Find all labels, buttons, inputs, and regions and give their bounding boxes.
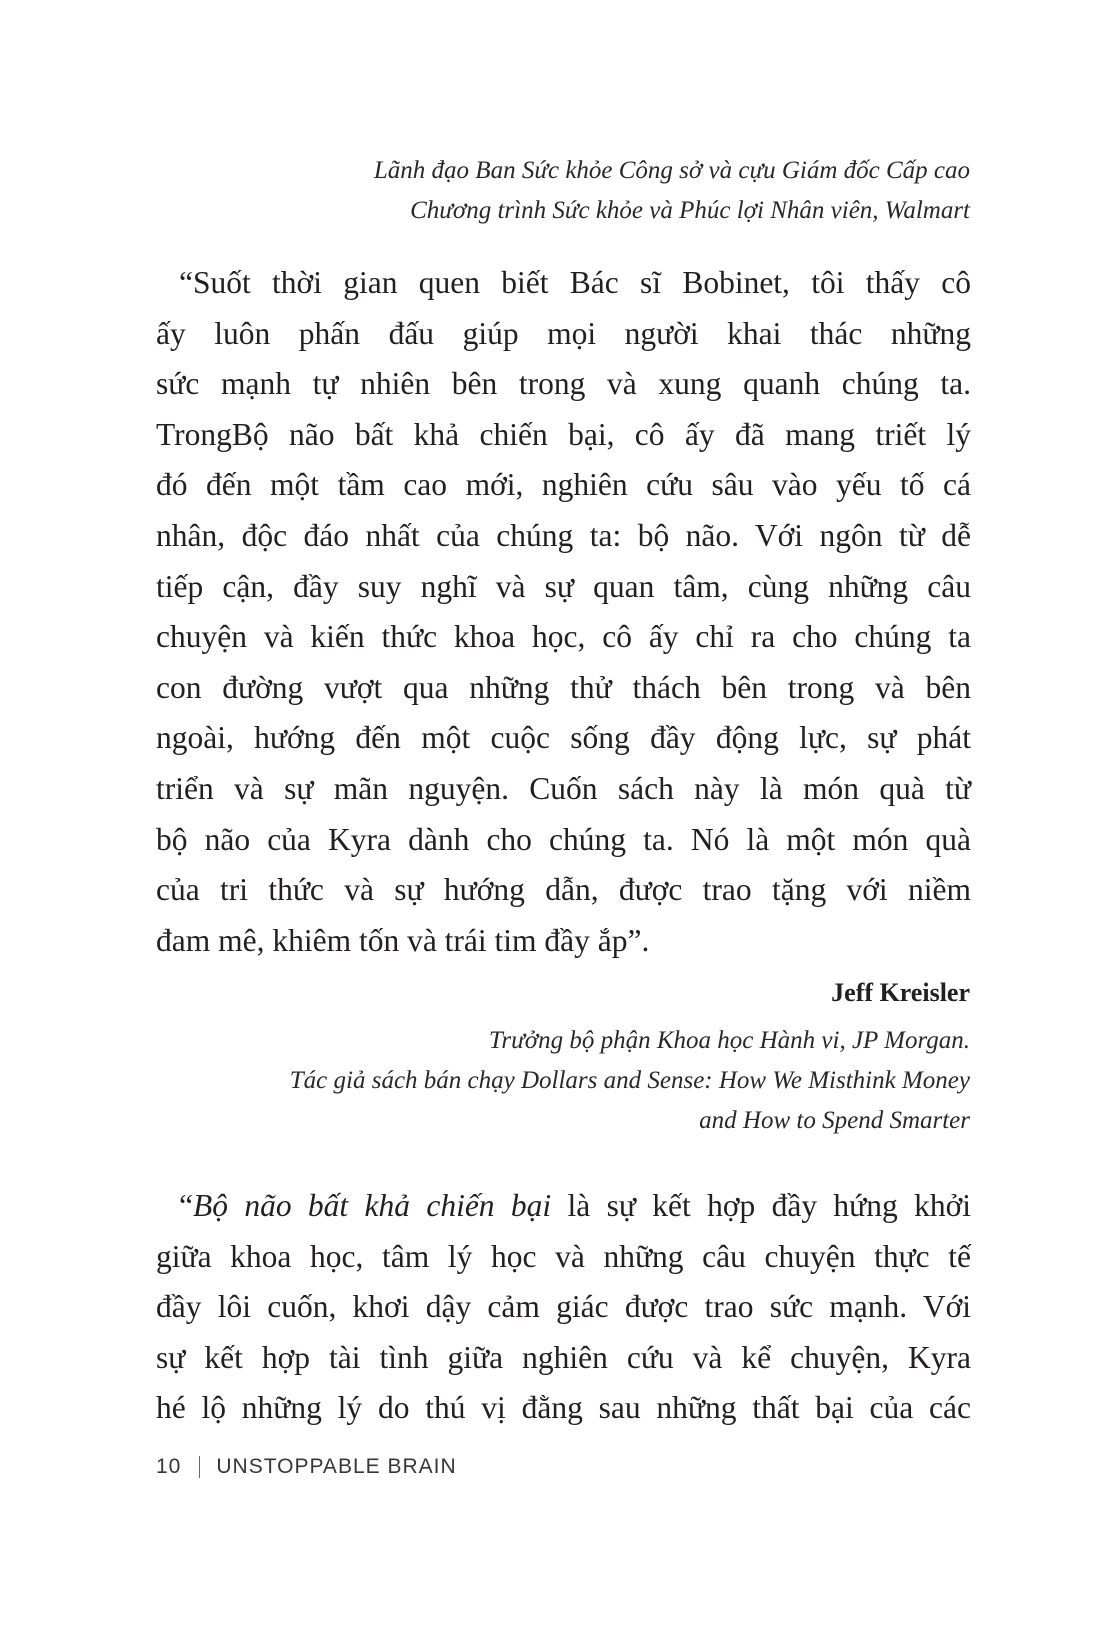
attribution-top <box>374 151 970 231</box>
page-number: 10 <box>156 1455 182 1478</box>
quote-line: “Suốt thời gian quen biết Bác sĩ Bobinet, tôi thấy cô <box>179 265 971 300</box>
quote-line: TrongBộ não bất khả chiến bại, cô ấy đã mang triết lý <box>156 416 971 452</box>
quote-line: con đường vượt qua những thử thách bên trong và bên <box>156 669 971 705</box>
quote-line: đầy lôi cuốn, khơi dậy cảm giác được trao sức mạnh. Với <box>156 1289 971 1325</box>
quote-line: đó đến một tầm cao mới, nghiên cứu sâu vào yếu tố cá <box>156 467 971 503</box>
quote-line: giữa khoa học, tâm lý học và những câu chuyện thực tế <box>156 1238 971 1274</box>
quote-line: sự kết hợp tài tình giữa nghiên cứu và kể chuyện, Kyra <box>156 1339 971 1375</box>
quote-line-rest: là sự kết hợp đầy hứng khởi <box>551 1188 971 1223</box>
quote-line: hé lộ những lý do thú vị đằng sau những thất bại của các <box>156 1390 971 1426</box>
quote-line <box>156 1181 971 1232</box>
attribution-line: Trưởng bộ phận Khoa học Hành vi, JP Morgan. <box>488 1027 970 1054</box>
quote-line: của tri thức và sự hướng dẫn, được trao tặng với niềm <box>156 872 971 908</box>
quote-author: Jeff Kreisler <box>831 978 970 1007</box>
open-quote-mark: “ <box>179 1188 193 1223</box>
quote-line: ngoài, hướng đến một cuộc sống đầy động lực, sự phát <box>156 720 971 756</box>
quote-paragraph-1 <box>156 258 971 966</box>
quote-line: sức mạnh tự nhiên bên trong và xung quanh chúng ta. <box>156 366 971 402</box>
quote-line: triển và sự mãn nguyện. Cuốn sách này là món quà từ <box>156 770 971 806</box>
quote-line: ấy luôn phấn đấu giúp mọi người khai thác những <box>156 315 971 351</box>
quote-line: nhân, độc đáo nhất của chúng ta: bộ não. Với ngôn từ dễ <box>156 517 971 553</box>
quote-line: đam mê, khiêm tốn và trái tim đầy ắp”. <box>156 922 650 958</box>
attribution-author <box>290 1021 970 1141</box>
attribution-line: Tác giả sách bán chạy Dollars and Sense: How We Misthink Money <box>289 1067 970 1094</box>
attribution-line: Chương trình Sức khỏe và Phúc lợi Nhân viên, Walmart <box>410 197 970 224</box>
book-title: Bộ não bất khả chiến bại <box>192 1188 552 1223</box>
page-footer <box>156 1452 457 1482</box>
footer-divider <box>199 1456 200 1478</box>
quote-line: tiếp cận, đầy suy nghĩ và sự quan tâm, cùng những câu <box>156 568 971 604</box>
attribution-line: and How to Spend Smarter <box>699 1107 970 1134</box>
quote-line: chuyện và kiến thức khoa học, cô ấy chỉ ra cho chúng ta <box>156 619 971 655</box>
quote-line: bộ não của Kyra dành cho chúng ta. Nó là một món quà <box>156 821 971 857</box>
attribution-line: Lãnh đạo Ban Sức khỏe Công sở và cựu Giám đốc Cấp cao <box>373 157 970 184</box>
book-name: UNSTOPPABLE BRAIN <box>216 1455 457 1478</box>
quote-paragraph-2 <box>156 1181 971 1434</box>
